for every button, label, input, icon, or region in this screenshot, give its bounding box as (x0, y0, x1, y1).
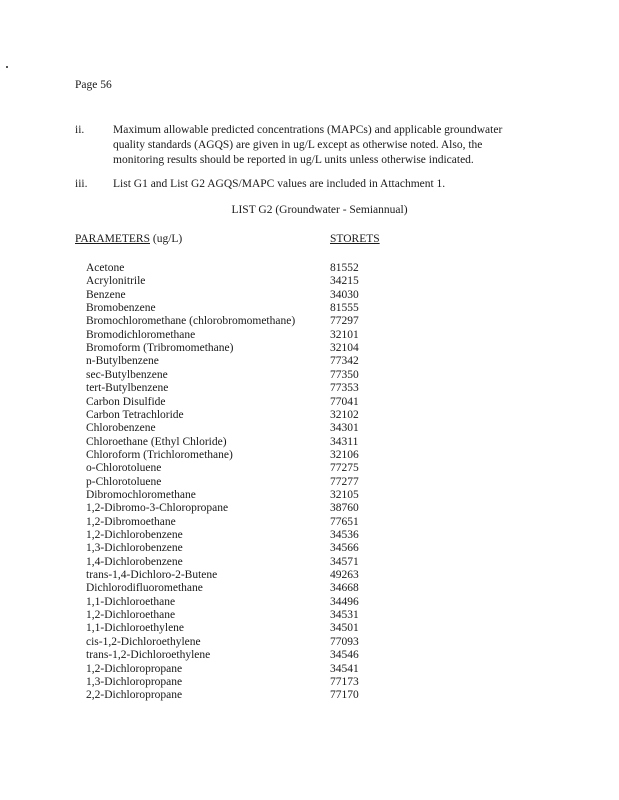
storet-code: 34030 (330, 288, 359, 301)
storet-code: 32105 (330, 488, 359, 501)
storet-code: 77277 (330, 475, 359, 488)
table-row (0, 609, 619, 622)
table-row (0, 476, 619, 489)
page-number: Page 56 (75, 79, 112, 91)
table-row (0, 355, 619, 368)
parameter-name: Carbon Disulfide (86, 395, 166, 408)
storet-code: 34536 (330, 529, 359, 541)
table-row (0, 422, 619, 435)
storet-code: 81552 (330, 262, 359, 274)
parameter-name: p-Chlorotoluene (86, 475, 162, 488)
note-number: ii. (75, 124, 85, 136)
parameter-name: sec-Butylbenzene (86, 368, 168, 381)
storet-code: 77342 (330, 355, 359, 368)
note-text: List G1 and List G2 AGQS/MAPC values are included in Attachment 1. (113, 178, 446, 190)
table-row (0, 369, 619, 382)
parameter-name: Dibromochloromethane (86, 488, 196, 501)
storet-code: 77173 (330, 675, 359, 688)
scan-speck (6, 66, 8, 68)
parameter-name: Acetone (86, 262, 125, 274)
storet-code: 32102 (330, 408, 359, 421)
table-row (0, 542, 619, 555)
table-row (0, 289, 619, 302)
parameter-name: tert-Butylbenzene (86, 382, 169, 395)
storet-code: 34311 (330, 435, 359, 448)
parameter-name: 1,3-Dichlorobenzene (86, 542, 183, 555)
parameter-name: trans-1,4-Dichloro-2-Butene (86, 569, 218, 582)
table-row (0, 382, 619, 395)
parameter-name: Bromobenzene (86, 302, 156, 315)
storet-code: 34668 (330, 582, 359, 595)
table-row (0, 315, 619, 328)
table-row (0, 449, 619, 462)
parameter-name: Benzene (86, 288, 126, 301)
storet-code: 77353 (330, 382, 359, 395)
parameter-name: 1,2-Dibromoethane (86, 515, 176, 528)
table-row (0, 649, 619, 662)
parameter-name: 2,2-Dichloropropane (86, 689, 183, 702)
parameter-name: Dichlorodifluoromethane (86, 582, 203, 595)
table-row (0, 622, 619, 635)
table-row (0, 302, 619, 315)
parameter-name: Chloroform (Trichloromethane) (86, 448, 233, 461)
table-row (0, 636, 619, 649)
storet-code: 34546 (330, 649, 359, 662)
storets-column-header (330, 233, 380, 245)
note-text: Maximum allowable predicted concentrations (MAPCs) and applicable groundwater quality standards (AGQS) are given in ug/L except as otherwise noted. Also, the monitoring results should be reported in ug/L units unless otherwise indicated. (113, 124, 503, 166)
parameters-column-header (75, 233, 182, 245)
parameter-name: 1,1-Dichloroethylene (86, 622, 185, 635)
list-title: LIST G2 (Groundwater - Semiannual) (231, 204, 408, 216)
storet-code: 34301 (330, 422, 359, 435)
storet-code: 34531 (330, 609, 359, 622)
storet-code: 34215 (330, 275, 359, 288)
storets-header-label: STORETS (330, 233, 380, 245)
table-row (0, 409, 619, 422)
parameter-name: Carbon Tetrachloride (86, 408, 184, 421)
table-row (0, 436, 619, 449)
table-row (0, 529, 619, 542)
table-row (0, 342, 619, 355)
parameter-name: cis-1,2-Dichloroethylene (86, 635, 201, 648)
parameter-name: 1,4-Dichlorobenzene (86, 555, 183, 568)
table-row (0, 689, 619, 702)
parameter-name: o-Chlorotoluene (86, 462, 162, 475)
parameter-name: Chlorobenzene (86, 422, 156, 435)
storet-code: 32106 (330, 448, 359, 461)
table-row (0, 596, 619, 609)
table-row (0, 556, 619, 569)
storet-code: 38760 (330, 502, 359, 515)
parameter-name: 1,2-Dichlorobenzene (86, 529, 183, 541)
parameter-name: n-Butylbenzene (86, 355, 159, 368)
storet-code: 77350 (330, 368, 359, 381)
table-row (0, 262, 619, 275)
parameter-name: Acrylonitrile (86, 275, 146, 288)
parameter-name: 1,3-Dichloropropane (86, 675, 183, 688)
parameter-name: 1,2-Dichloroethane (86, 609, 176, 622)
storet-code: 32104 (330, 342, 359, 355)
table-row (0, 676, 619, 689)
storet-code: 32101 (330, 328, 359, 341)
parameter-name: Bromodichloromethane (86, 328, 196, 341)
parameters-header-unit: (ug/L) (150, 233, 183, 245)
storet-code: 34571 (330, 555, 359, 568)
storet-code: 77275 (330, 462, 359, 475)
table-row (0, 663, 619, 676)
parameter-name: 1,2-Dibromo-3-Chloropropane (86, 502, 229, 515)
parameter-name: 1,1-Dichloroethane (86, 595, 176, 608)
table-row (0, 569, 619, 582)
storet-code: 77093 (330, 635, 359, 648)
storet-code: 77170 (330, 689, 359, 702)
parameter-name: Bromoform (Tribromomethane) (86, 342, 234, 355)
storet-code: 77651 (330, 515, 359, 528)
storet-code: 81555 (330, 302, 359, 315)
storet-code: 77297 (330, 315, 359, 328)
table-row (0, 502, 619, 515)
storet-code: 34566 (330, 542, 359, 555)
storet-code: 34496 (330, 595, 359, 608)
parameter-name: trans-1,2-Dichloroethylene (86, 649, 211, 662)
note-number: iii. (75, 178, 88, 190)
storet-code: 34541 (330, 662, 359, 675)
table-row (0, 396, 619, 409)
storet-code: 49263 (330, 569, 359, 582)
table-row (0, 329, 619, 342)
table-row (0, 275, 619, 288)
storet-code: 34501 (330, 622, 359, 635)
parameter-name: Chloroethane (Ethyl Chloride) (86, 435, 227, 448)
parameter-name: 1,2-Dichloropropane (86, 662, 183, 675)
table-row (0, 489, 619, 502)
table-row (0, 462, 619, 475)
table-row (0, 582, 619, 595)
storet-code: 77041 (330, 395, 359, 408)
parameter-name: Bromochloromethane (chlorobromomethane) (86, 315, 296, 328)
parameters-header-label: PARAMETERS (75, 233, 150, 245)
table-row (0, 516, 619, 529)
